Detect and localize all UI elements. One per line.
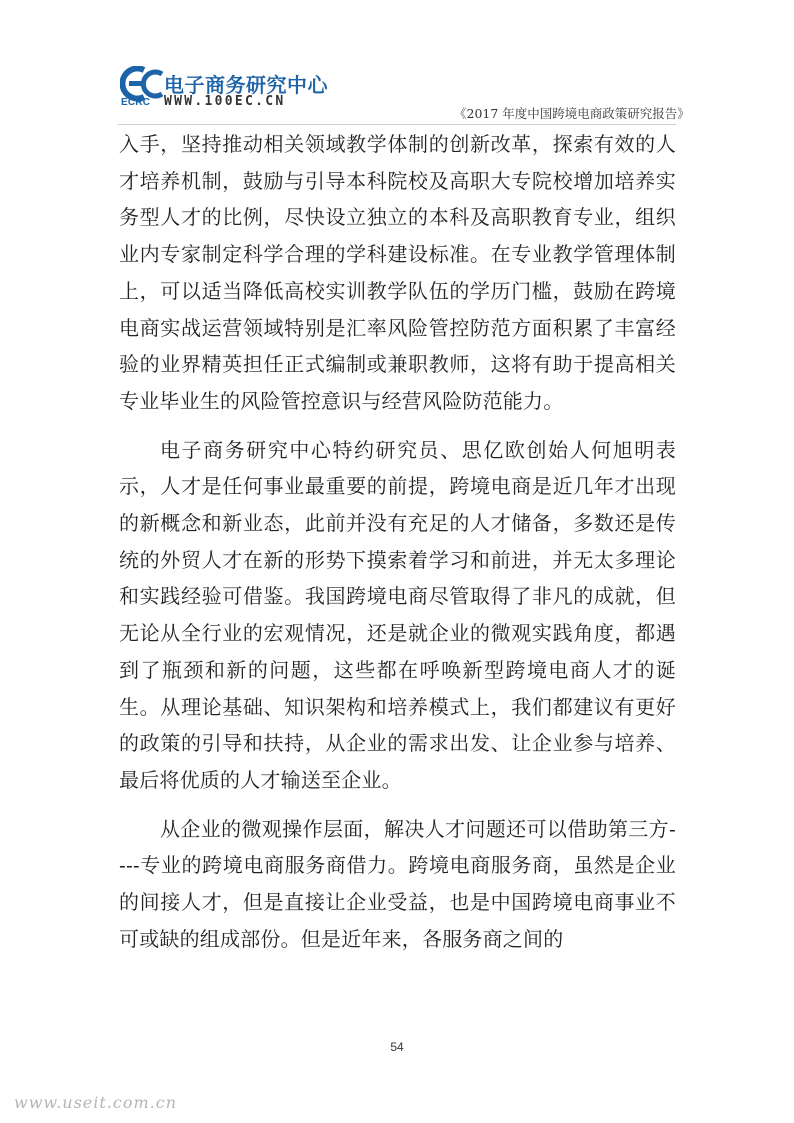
paragraph-2: 电子商务研究中心特约研究员、思亿欧创始人何旭明表示，人才是任何事业最重要的前提，跨境电商是近几年才出现的新概念和新业态，此前并没有充足的人才储备，多数还是传统的外贸人才在新的形势下摸索着学习和前进，并无太多理论和实践经验可借鉴。我国跨境电商尽管取得了非凡的成就，但无论从全行业的宏观情况，还是就企业的微观实践角度，都遇到了瓶颈和新的问题，这些都在呼唤新型跨境电商人才的诞生。从理论基础、知识架构和培养模式上，我们都建议有更好的政策的引导和扶持，从企业的需求出发、让企业参与培养、最后将优质的人才输送至企业。 [119,437,676,792]
page-number: 54 [390,1040,404,1054]
brand-name: 电子商务研究中心 [164,73,328,97]
brand-url: WWW.100EC.CN [164,94,286,109]
logo-acronym: ECRC [121,97,151,108]
report-title: 《2017 年度中国跨境电商政策研究报告》 [454,106,690,121]
paragraph-3: 从企业的微观操作层面，解决人才问题还可以借助第三方----专业的跨境电商服务商借力。跨境电商服务商，虽然是企业的间接人才，但是直接让企业受益，也是中国跨境电商事业不可或缺的组成部份。但是近年来，各服务商之间的 [119,816,676,951]
paragraph-1: 入手，坚持推动相关领域教学体制的创新改革，探索有效的人才培养机制，鼓励与引导本科院校及高职大专院校增加培养实务型人才的比例，尽快设立独立的本科及高职教育专业，组织业内专家制定科学合理的学科建设标准。在专业教学管理体制上，可以适当降低高校实训教学队伍的学历门槛，鼓励在跨境电商实战运营领域特别是汇率风险管控防范方面积累了丰富经验的业界精英担任正式编制或兼职教师，这将有助于提高相关专业毕业生的风险管控意识与经营风险防范能力。 [119,132,676,413]
body-text [119,126,676,969]
header-divider [118,124,676,125]
watermark: www.useit.com.cn [14,1093,178,1112]
